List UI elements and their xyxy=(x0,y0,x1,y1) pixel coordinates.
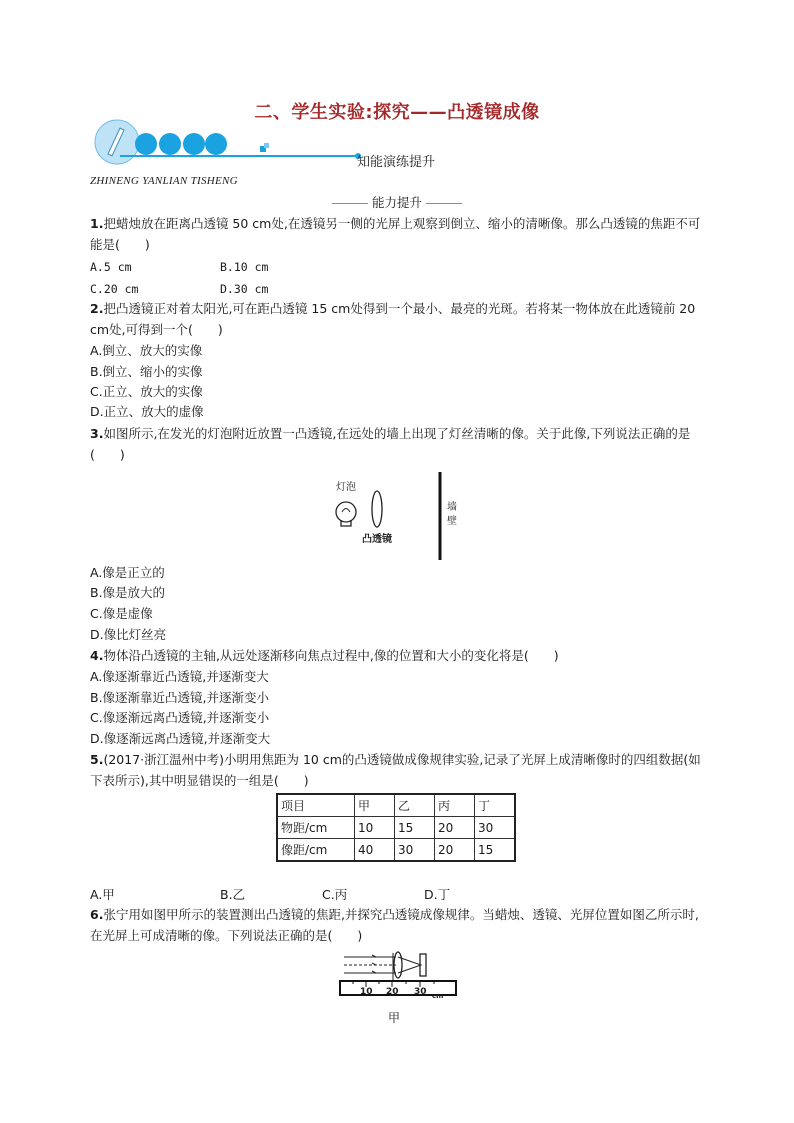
section-heading: 能力提升 xyxy=(0,193,794,211)
question-3: 3.如图所示,在发光的灯泡附近放置一凸透镜,在远处的墙上出现了灯丝清晰的像。关于此像,下列说法正确的是( ) xyxy=(90,426,691,462)
q5-option-a: A.甲 xyxy=(90,887,115,902)
table-cell: 丙 xyxy=(435,794,475,817)
q1-option-d: D.30 cm xyxy=(220,282,269,296)
table-cell: 项目 xyxy=(277,794,355,817)
bulb-icon xyxy=(336,502,356,522)
question-6: 6.张宁用如图甲所示的装置测出凸透镜的焦距,并探究凸透镜成像规律。当蜡烛、透镜、光屏位置如图乙所示时,在光屏上可成清晰的像。下列说法正确的是( ) xyxy=(90,907,699,943)
q2-option-c: C.正立、放大的实像 xyxy=(90,384,203,399)
ruler-tick-30: 30 xyxy=(414,987,427,997)
table-cell: 30 xyxy=(475,817,516,839)
table-cell: 15 xyxy=(395,817,435,839)
question-2: 2.把凸透镜正对着太阳光,可在距凸透镜 15 cm处得到一个最小、最亮的光斑。若将某一物体放在此透镜前 20 cm处,可得到一个( ) xyxy=(90,301,696,337)
table-cell: 像距/cm xyxy=(277,839,355,862)
table-cell: 甲 xyxy=(355,794,395,817)
q3-option-c: C.像是虚像 xyxy=(90,606,153,621)
table-cell: 乙 xyxy=(395,794,435,817)
q5-option-d: D.丁 xyxy=(424,887,451,902)
q1-option-b: B.10 cm xyxy=(220,260,269,274)
lens-icon xyxy=(372,491,382,527)
q1-option-a: A.5 cm xyxy=(90,260,132,274)
q3-option-d: D.像比灯丝亮 xyxy=(90,627,167,642)
ruler-tick-10: 10 xyxy=(360,987,373,997)
q3-option-a: A.像是正立的 xyxy=(90,565,165,580)
q4-option-d: D.像逐渐远离凸透镜,并逐渐变大 xyxy=(90,731,271,746)
bulb-lens-wall-figure xyxy=(330,472,465,562)
ruler-tick-20: 20 xyxy=(386,987,399,997)
q2-option-a: A.倒立、放大的实像 xyxy=(90,343,203,358)
ruler-unit: cm xyxy=(432,992,444,1000)
q4-option-b: B.像逐渐靠近凸透镜,并逐渐变小 xyxy=(90,690,270,705)
q3-option-b: B.像是放大的 xyxy=(90,585,166,600)
bulb-label: 灯泡 xyxy=(336,482,356,493)
question-1: 1.把蜡烛放在距离凸透镜 50 cm处,在透镜另一侧的光屏上观察到倒立、缩小的清晰像。那么凸透镜的焦距不可能是( ) xyxy=(90,216,701,252)
table-cell: 20 xyxy=(435,817,475,839)
table-header-row xyxy=(277,794,515,817)
banner-label: 知能演练提升 xyxy=(357,155,436,170)
distance-table xyxy=(276,793,516,862)
question-5: 5.(2017·浙江温州中考)小明用焦距为 10 cm的凸透镜做成像规律实验,记录了光屏上成清晰像时的四组数据(如下表所示),其中明显错误的一组是( ) xyxy=(90,752,701,788)
wall-label-1: 墙 xyxy=(447,502,457,513)
page-title: 二、学生实验:探究——凸透镜成像 xyxy=(254,102,540,123)
focal-length-figure xyxy=(336,947,461,1027)
table-cell: 20 xyxy=(435,839,475,862)
q5-option-c: C.丙 xyxy=(322,887,348,902)
figure-caption: 甲 xyxy=(388,1011,401,1025)
q4-option-c: C.像逐渐远离凸透镜,并逐渐变小 xyxy=(90,710,270,725)
q5-option-b: B.乙 xyxy=(220,887,246,902)
q2-option-b: B.倒立、缩小的实像 xyxy=(90,364,203,379)
table-cell: 15 xyxy=(475,839,516,862)
table-row xyxy=(277,839,515,862)
table-cell: 丁 xyxy=(475,794,516,817)
table-cell: 物距/cm xyxy=(277,817,355,839)
q2-option-d: D.正立、放大的虚像 xyxy=(90,404,204,419)
question-4: 4.物体沿凸透镜的主轴,从远处逐渐移向焦点过程中,像的位置和大小的变化将是( ) xyxy=(90,648,559,663)
q4-option-a: A.像逐渐靠近凸透镜,并逐渐变大 xyxy=(90,669,269,684)
table-cell: 10 xyxy=(355,817,395,839)
table-cell: 30 xyxy=(395,839,435,862)
q1-option-c: C.20 cm xyxy=(90,282,139,296)
table-cell: 40 xyxy=(355,839,395,862)
banner-subtitle: ZHINENG YANLIAN TISHENG xyxy=(90,175,238,187)
table-row xyxy=(277,817,515,839)
lens-label: 凸透镜 xyxy=(362,534,392,545)
wall-label-2: 壁 xyxy=(447,516,457,527)
